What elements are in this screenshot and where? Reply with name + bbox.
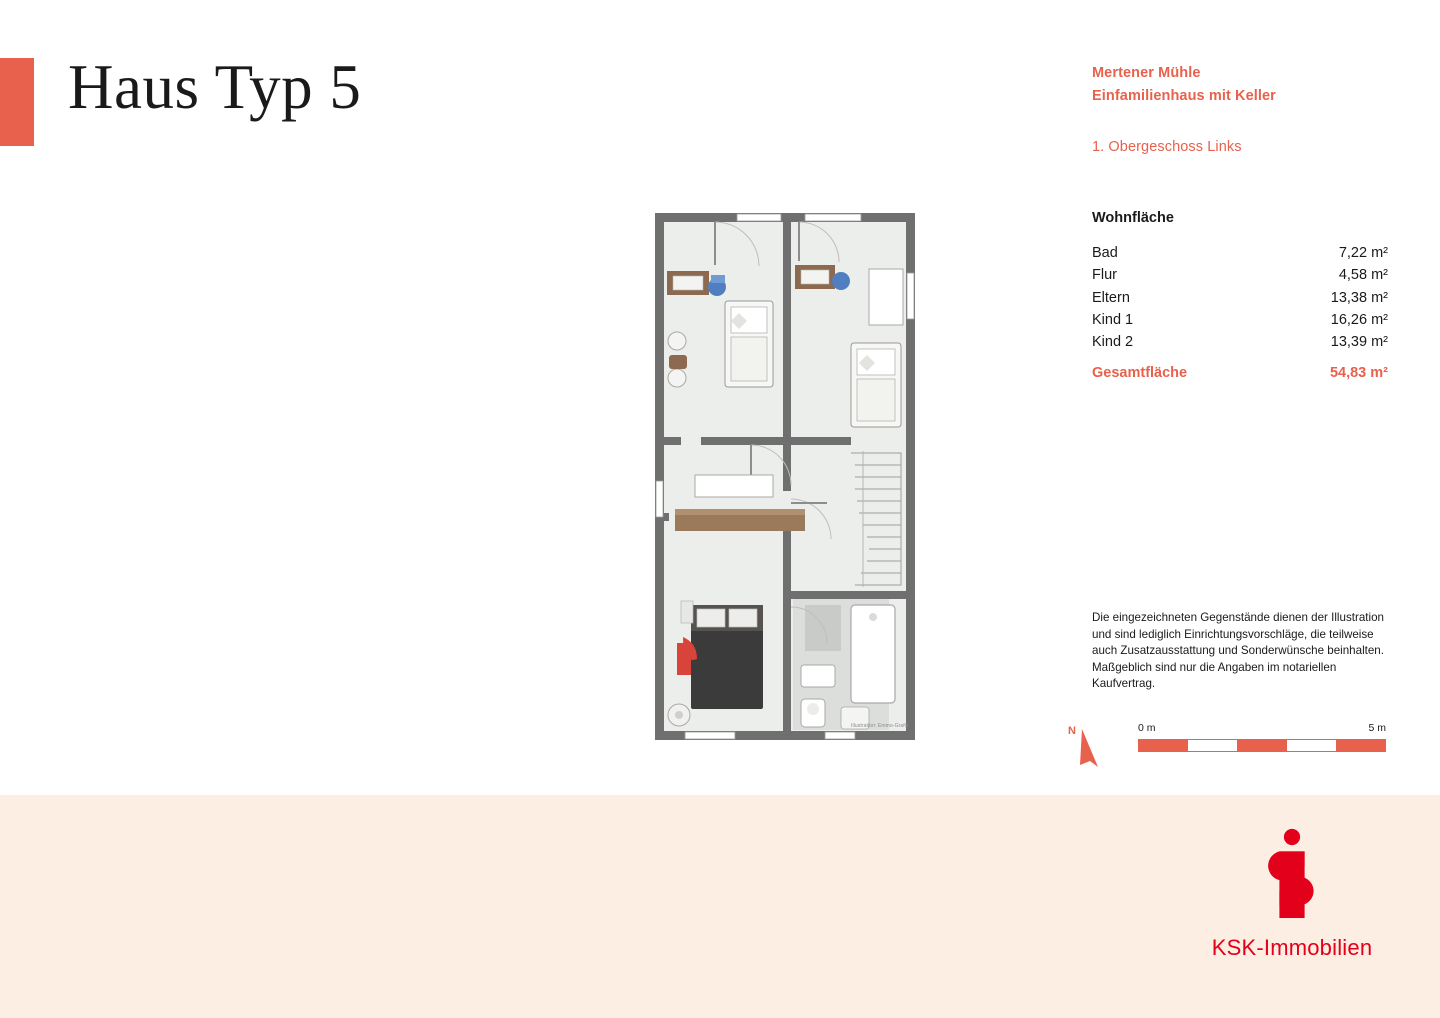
total-value: 54,83 m² xyxy=(1329,365,1388,382)
project-subtitle: Einfamilienhaus mit Keller xyxy=(1092,88,1276,105)
brand-name: KSK-Immobilien xyxy=(1211,935,1373,960)
floor-plan-graphic xyxy=(655,213,915,740)
area-value: 4,58 m² xyxy=(1338,267,1388,284)
accent-block xyxy=(0,58,34,146)
table-row-total xyxy=(1092,362,1388,384)
area-value: 13,39 m² xyxy=(1330,334,1388,351)
total-label: Gesamtfläche xyxy=(1092,365,1188,382)
table-row xyxy=(1092,264,1388,286)
area-value: 7,22 m² xyxy=(1338,245,1388,261)
floor-label: 1. Obergeschoss Links xyxy=(1092,139,1242,156)
scale-bar-graphic xyxy=(1138,739,1386,752)
area-label: Bad xyxy=(1092,245,1118,261)
area-label: Kind 2 xyxy=(1092,334,1134,351)
compass-icon xyxy=(1068,725,1110,773)
project-name: Mertener Mühle xyxy=(1092,65,1201,81)
page-title: Haus Typ 5 xyxy=(68,52,362,122)
table-row xyxy=(1092,331,1388,353)
sparkasse-s-icon xyxy=(1247,828,1337,918)
floor-plan xyxy=(655,213,915,740)
project-info xyxy=(1092,62,1392,160)
area-value: 13,38 m² xyxy=(1330,289,1388,306)
area-label: Flur xyxy=(1092,267,1117,284)
area-table xyxy=(1092,210,1388,385)
scale-start-label: 0 m xyxy=(1138,722,1156,734)
area-table-title: Wohnfläche xyxy=(1092,210,1174,226)
area-label: Kind 1 xyxy=(1092,311,1134,328)
table-row xyxy=(1092,309,1388,331)
area-label: Eltern xyxy=(1092,289,1130,306)
plan-credit: Illustration: Emmo-Grafik xyxy=(851,723,909,729)
scale-end-label: 5 m xyxy=(1368,722,1386,734)
table-row xyxy=(1092,242,1388,264)
scale-bar xyxy=(1138,722,1386,752)
compass-north-label: N xyxy=(1068,725,1076,737)
area-value: 16,26 m² xyxy=(1330,311,1388,328)
table-row xyxy=(1092,287,1388,309)
brand-logo xyxy=(1196,828,1388,961)
disclaimer-text: Die eingezeichneten Gegenstände dienen der Illustration und sind lediglich Einrichtungsvorschläge, die teilweise auch Zusatzausstattung und Sonderwünsche beinhalten. Maßgeblich sind nur die Angaben im notariellen Kaufvertrag. xyxy=(1092,611,1384,690)
